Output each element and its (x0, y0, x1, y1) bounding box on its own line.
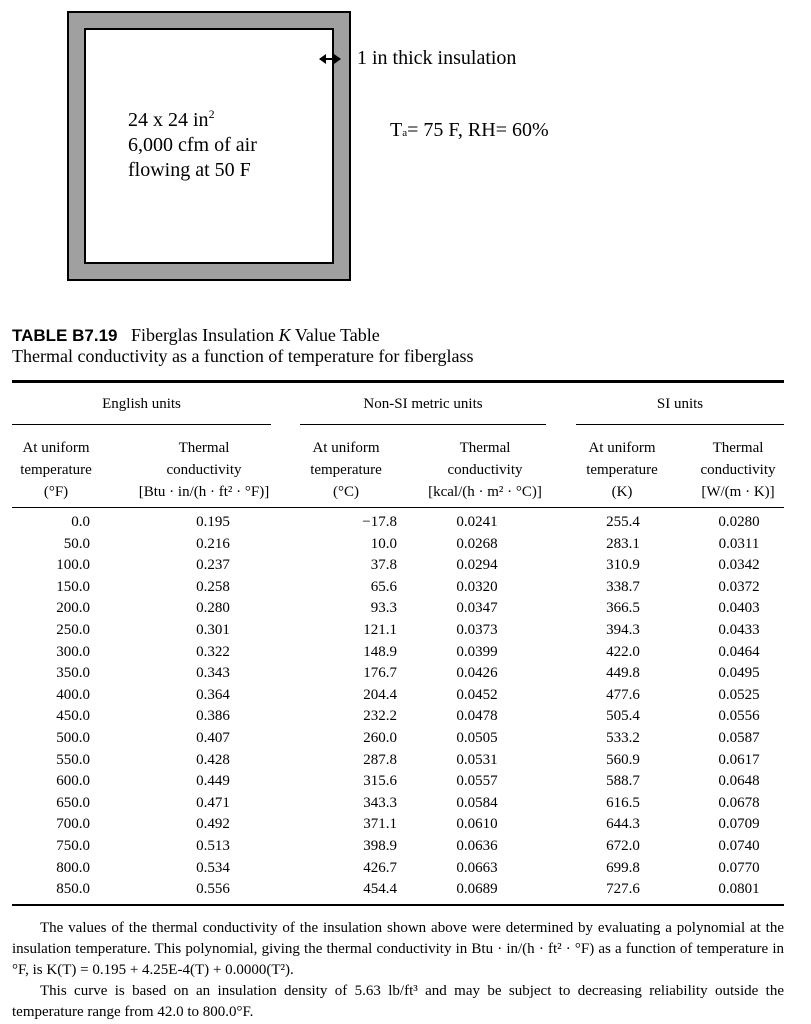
table-cell: 650.0 (56, 794, 90, 811)
table-cell: 65.6 (370, 578, 397, 595)
duct-description (128, 108, 257, 183)
table-cell: 422.0 (606, 643, 640, 660)
table-cell: 0.0617 (718, 751, 760, 768)
table-cell: 0.0280 (718, 514, 760, 530)
table-cell: 0.0478 (456, 708, 498, 725)
table-row (12, 621, 784, 643)
table-row (12, 859, 784, 881)
table-cell: 0.471 (196, 794, 230, 811)
table-cell: −17.8 (362, 514, 397, 530)
table-cell: 343.3 (363, 794, 397, 811)
table-cell: 0.0801 (718, 881, 760, 898)
table-cell: 426.7 (363, 859, 397, 876)
note-density: This curve is based on an insulation density of 5.63 lb/ft³ and may be subject to decreasing reliability outside the temperature range from 42.0 to 800.0°F. (12, 983, 784, 1020)
table-cell: 750.0 (56, 837, 90, 854)
table-cell: 0.0294 (456, 557, 498, 574)
table-cell: 10.0 (370, 535, 397, 552)
table-cell: 176.7 (363, 665, 397, 682)
table-cell: 260.0 (363, 729, 397, 746)
table-row (12, 556, 784, 578)
table-cell: 450.0 (56, 708, 90, 725)
column-header-temp-k: At uniform temperature (K) (586, 440, 658, 500)
table-cell: 0.0648 (718, 773, 760, 790)
table-cell: 287.8 (363, 751, 397, 768)
table-row (12, 707, 784, 729)
table-cell: 93.3 (370, 600, 397, 617)
column-header-k-english: Thermal conductivity [Btu · in/(h · ft² · °F)] (138, 440, 270, 500)
table-cell: 50.0 (63, 535, 90, 552)
table-cell: 0.534 (196, 859, 230, 876)
table-cell: 0.0372 (718, 578, 760, 595)
group-header-english: English units (102, 396, 181, 412)
table-cell: 600.0 (56, 773, 90, 790)
table-cell: 0.0678 (718, 794, 760, 811)
table-cell: 400.0 (56, 686, 90, 703)
duct-size: 24 x 24 in (128, 109, 209, 131)
table-cell: 700.0 (56, 816, 90, 833)
table-cell: 0.0268 (456, 535, 498, 552)
table-cell: 533.2 (606, 729, 640, 746)
table-cell: 300.0 (56, 643, 90, 660)
table-cell: 0.0433 (718, 621, 760, 638)
group-header-si: SI units (656, 396, 704, 412)
table-cell: 0.258 (196, 578, 230, 595)
table-title-post: Value Table (290, 325, 380, 345)
ambient-values: = 75 F, RH= 60% (407, 119, 549, 141)
table-cell: 37.8 (370, 557, 397, 574)
table-cell: 0.0403 (718, 600, 760, 617)
table-cell: 0.407 (196, 729, 230, 746)
table-row (12, 664, 784, 686)
group-rule-english (12, 424, 271, 425)
table-cell: 454.4 (363, 881, 397, 898)
table-cell: 0.0557 (456, 773, 498, 790)
table-cell: 0.322 (196, 643, 230, 660)
table-cell: 0.513 (196, 837, 230, 854)
table-cell: 0.0347 (456, 600, 498, 617)
table-cell: 0.0464 (718, 643, 760, 660)
table-cell: 0.0525 (718, 686, 760, 703)
table-cell: 699.8 (606, 859, 640, 876)
table-cell: 283.1 (606, 535, 640, 552)
table-cell: 0.0241 (456, 514, 498, 530)
table-cell: 0.0709 (718, 816, 760, 833)
table-cell: 0.0342 (718, 557, 760, 574)
table-cell: 0.492 (196, 816, 230, 833)
table-cell: 0.0610 (456, 816, 498, 833)
table-title-k: K (278, 325, 291, 345)
table-cell: 0.301 (196, 621, 230, 638)
group-rule-si (576, 424, 784, 425)
table-row (12, 815, 784, 837)
table-cell: 0.0505 (456, 729, 498, 746)
table-cell: 310.9 (606, 557, 640, 574)
table-cell: 204.4 (363, 686, 397, 703)
table-cell: 0.0495 (718, 665, 760, 682)
table-cell: 338.7 (606, 578, 640, 595)
table-cell: 250.0 (56, 621, 90, 638)
table-cell: 477.6 (606, 686, 640, 703)
table-cell: 0.195 (196, 514, 230, 530)
table-row (12, 599, 784, 621)
table-row (12, 751, 784, 773)
column-header-k-metric: Thermal conductivity [kcal/(h · m² · °C)] (428, 440, 542, 500)
note-polynomial: The values of the thermal conductivity of the insulation shown above were determined by evaluating a polynomial at the insulation temperature. This polynomial, giving the thermal conductivity in Btu · in/(h · ft² · °F) as a function of temperature in °F, is K(T) = 0.195 + 4.25E-4(T) + 0.0000(T²). (12, 920, 784, 978)
ambient-sub: a (402, 127, 408, 139)
table-cell: 371.1 (363, 816, 397, 833)
table-cell: 255.4 (606, 514, 640, 530)
airflow-text: 6,000 cfm of air (128, 134, 257, 156)
table-cell: 0.0399 (456, 643, 498, 660)
table-cell: 398.9 (363, 837, 397, 854)
group-header-metric: Non-SI metric units (363, 396, 483, 412)
table-cell: 672.0 (606, 837, 640, 854)
table-cell: 0.364 (196, 686, 230, 703)
table-cell: 0.216 (196, 535, 230, 552)
table-notes (12, 918, 784, 1023)
table-cell: 0.0 (71, 514, 90, 530)
table-header-rule (12, 507, 784, 508)
thickness-label: 1 in thick insulation (357, 47, 517, 69)
column-header-k-si: Thermal conductivity [W/(m · K)] (700, 440, 776, 500)
table-cell: 148.9 (363, 643, 397, 660)
table-cell: 232.2 (363, 708, 397, 725)
table-row (12, 535, 784, 557)
table-cell: 0.0373 (456, 621, 498, 638)
table-bottom-rule (12, 904, 784, 906)
table-cell: 588.7 (606, 773, 640, 790)
table-cell: 560.9 (606, 751, 640, 768)
table-number: TABLE B7.19 (12, 326, 118, 345)
table-row (12, 772, 784, 794)
table-row (12, 686, 784, 708)
table-cell: 0.0689 (456, 881, 498, 898)
table-cell: 644.3 (606, 816, 640, 833)
table-cell: 0.386 (196, 708, 230, 725)
table-cell: 0.428 (196, 751, 230, 768)
table-cell: 0.0770 (718, 859, 760, 876)
column-header-temp-c: At uniform temperature (°C) (310, 440, 382, 500)
table-row (12, 837, 784, 859)
table-cell: 121.1 (363, 621, 397, 638)
table-cell: 0.449 (196, 773, 230, 790)
duct-size-line (128, 108, 257, 133)
table-cell: 366.5 (606, 600, 640, 617)
air-temp-text: flowing at 50 F (128, 159, 251, 181)
table-cell: 394.3 (606, 621, 640, 638)
table-row (12, 729, 784, 751)
ambient-t: T (390, 119, 403, 141)
table-cell: 616.5 (606, 794, 640, 811)
table-caption (12, 325, 380, 346)
table-cell: 727.6 (606, 881, 640, 898)
table-cell: 350.0 (56, 665, 90, 682)
table-cell: 850.0 (56, 881, 90, 898)
table-row (12, 578, 784, 600)
table-row (12, 513, 784, 535)
table-cell: 0.0584 (456, 794, 498, 811)
table-cell: 0.280 (196, 600, 230, 617)
table-cell: 0.0663 (456, 859, 498, 876)
table-cell: 0.0311 (718, 535, 760, 552)
table-body (12, 513, 784, 902)
table-cell: 150.0 (56, 578, 90, 595)
table-cell: 0.556 (196, 881, 230, 898)
table-cell: 0.237 (196, 557, 230, 574)
table-cell: 500.0 (56, 729, 90, 746)
table-cell: 550.0 (56, 751, 90, 768)
table-cell: 0.0636 (456, 837, 498, 854)
table-cell: 200.0 (56, 600, 90, 617)
table-cell: 0.0452 (456, 686, 498, 703)
table-top-rule (12, 380, 784, 383)
thickness-arrow-icon (317, 52, 343, 66)
duct-size-exponent: 2 (208, 107, 215, 121)
table-cell: 315.6 (363, 773, 397, 790)
table-title-pre: Fiberglas Insulation (131, 325, 279, 345)
table-row (12, 880, 784, 902)
table-cell: 0.0531 (456, 751, 498, 768)
table-cell: 0.0426 (456, 665, 498, 682)
table-row (12, 643, 784, 665)
column-header-temp-f: At uniform temperature (°F) (20, 440, 92, 500)
table-cell: 449.8 (606, 665, 640, 682)
table-cell: 0.0556 (718, 708, 760, 725)
group-rule-metric (300, 424, 546, 425)
table-cell: 100.0 (56, 557, 90, 574)
table-subtitle: Thermal conductivity as a function of temperature for fiberglass (12, 346, 474, 366)
table-cell: 505.4 (606, 708, 640, 725)
table-cell: 0.0320 (456, 578, 498, 595)
table-row (12, 794, 784, 816)
ambient-conditions (390, 119, 549, 142)
table-cell: 800.0 (56, 859, 90, 876)
table-cell: 0.343 (196, 665, 230, 682)
table-cell: 0.0587 (718, 729, 760, 746)
table-cell: 0.0740 (718, 837, 760, 854)
